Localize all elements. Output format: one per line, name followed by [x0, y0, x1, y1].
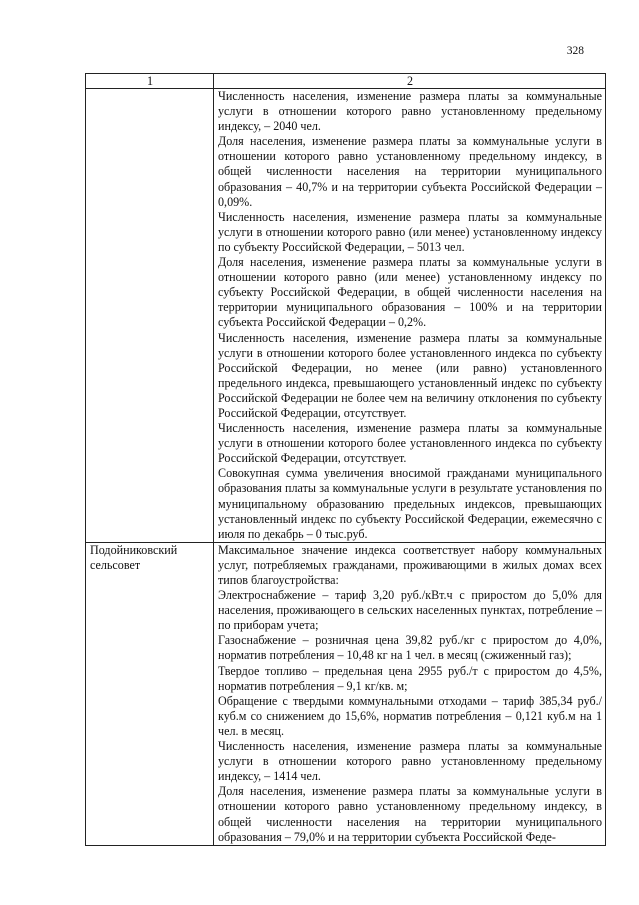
description-paragraph: Совокупная сумма увеличения вносимой гражданами муниципального образования платы за коммунальные услуги в результате установления по муниципальному образованию предельных индексов, превышающих установленный индекс по субъекту Российской Федерации, ежемесячно с июля по декабрь – 0 тыс.руб. [218, 466, 602, 541]
column-header-2: 2 [214, 74, 606, 89]
description-paragraph: Численность населения, изменение размера платы за коммунальные услуги в отношении которого равно (или менее) установленному индексу по субъекту Российской Федерации, – 5013 чел. [218, 209, 602, 254]
data-table [85, 73, 606, 846]
column-header-1: 1 [86, 74, 214, 89]
description-paragraph: Численность населения, изменение размера платы за коммунальные услуги в отношении которого более установленного индекса по субъекту Российской Федерации, но менее (или равно) установленного предельного индекса, превышающего установленный индекс по субъекту Российской Федерации не более чем на величину отклонения по субъекту Российской Федерации, отсутствует. [218, 330, 602, 420]
table-row [86, 89, 606, 543]
municipality-name-line: Подойниковский [90, 542, 178, 557]
municipality-name-cell [86, 542, 214, 845]
description-paragraph: Электроснабжение – тариф 3,20 руб./кВт.ч с приростом до 5,0% для населения, проживающего в сельских населенных пунктах, потребление – по приборам учета; [218, 588, 602, 633]
page-number: 328 [566, 45, 584, 57]
description-paragraph: Доля населения, изменение размера платы за коммунальные услуги в отношении которого равно (или менее) установленному индексу по субъекту Российской Федерации, в общей численности населения на территории муниципального образования – 100% и на территории субъекта Российской Федерации – 0,2%. [218, 255, 602, 330]
description-paragraph: Численность населения, изменение размера платы за коммунальные услуги в отношении которого равно установленному предельному индексу, – 2040 чел. [218, 89, 602, 134]
table-header-row [86, 74, 606, 89]
description-paragraph: Численность населения, изменение размера платы за коммунальные услуги в отношении которого более установленного индекса по субъекту Российской Федерации, отсутствует. [218, 421, 602, 466]
description-cell [214, 542, 606, 845]
description-paragraph: Обращение с твердыми коммунальными отходами – тариф 385,34 руб./куб.м со снижением до 15,6%, норматив потребления – 0,121 куб.м на 1 чел. в месяц. [218, 693, 602, 738]
description-paragraph: Доля населения, изменение размера платы за коммунальные услуги в отношении которого равно установленному предельному индексу, в общей численности населения на территории муниципального образования – 79,0% и на территории субъекта Российской Феде- [218, 784, 602, 844]
description-paragraph: Доля населения, изменение размера платы за коммунальные услуги в отношении которого равно установленному предельному индексу, в общей численности населения на территории муниципального образования – 40,7% и на территории субъекта Российской Федерации – 0,09%. [218, 134, 602, 209]
description-paragraph: Твердое топливо – предельная цена 2955 руб./т с приростом до 4,5%, норматив потребления – 9,1 кг/кв. м; [218, 663, 602, 693]
table-body [86, 89, 606, 846]
municipality-name-line: сельсовет [90, 557, 141, 572]
description-paragraph: Численность населения, изменение размера платы за коммунальные услуги в отношении которого равно установленному предельному индексу, – 1414 чел. [218, 739, 602, 784]
municipality-name-cell [86, 89, 214, 543]
table-row [86, 542, 606, 845]
description-paragraph: Газоснабжение – розничная цена 39,82 руб./кг с приростом до 4,0%, норматив потребления – 10,48 кг на 1 чел. в месяц (сжиженный газ); [218, 633, 602, 663]
description-paragraph: Максимальное значение индекса соответствует набору коммунальных услуг, потребляемых гражданами, проживающими в жилых домах всех типов благоустройства: [218, 542, 602, 587]
description-cell [214, 89, 606, 543]
